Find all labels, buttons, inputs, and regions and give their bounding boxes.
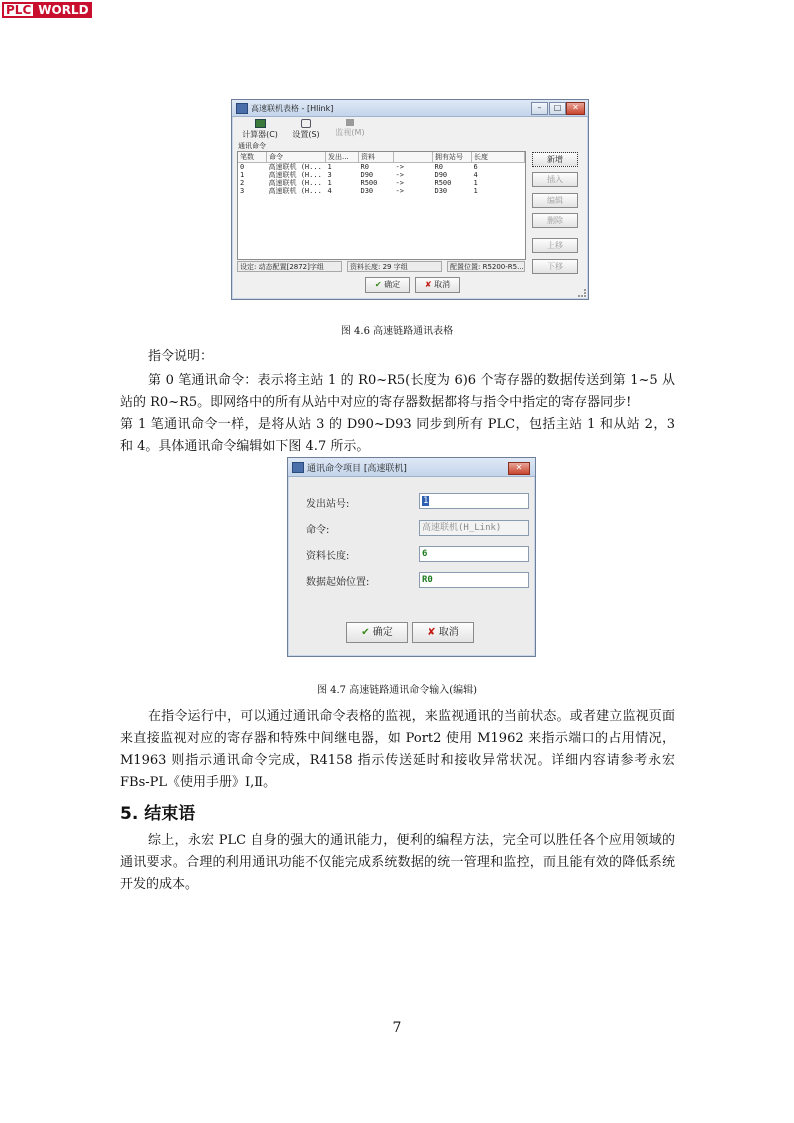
status-position: 配置位置: R5200-R5... <box>447 261 525 272</box>
table-row[interactable] <box>238 187 525 195</box>
calculator-icon <box>255 119 266 128</box>
section-heading: 5. 结束语 <box>120 804 196 824</box>
resize-grip-icon[interactable] <box>578 289 586 297</box>
close-button[interactable]: ✕ <box>566 102 585 115</box>
start-position-label: 数据起始位置: <box>306 577 370 588</box>
minimize-button[interactable]: – <box>531 102 548 115</box>
cell: 高速联机 (H... <box>268 187 322 195</box>
toolbar <box>238 118 388 140</box>
cell: -> <box>395 163 404 171</box>
cell: R0 <box>434 163 443 171</box>
figure-caption-4-6: 图 4.6 高速链路通讯表格 <box>340 326 454 337</box>
toolbar-monitor[interactable] <box>332 118 368 138</box>
cell: R500 <box>360 179 378 187</box>
check-icon: ✔ <box>361 627 370 638</box>
col-command[interactable]: 命令 <box>267 152 326 163</box>
sender-station-label: 发出站号: <box>306 499 350 510</box>
settings-icon <box>301 119 311 128</box>
cell: 3 <box>240 187 245 195</box>
col-length[interactable]: 长度 <box>472 152 525 163</box>
cell: D90 <box>360 171 374 179</box>
cell: D90 <box>434 171 448 179</box>
paragraph: 第 1 笔通讯命令一样，是将从站 3 的 D90~D93 同步到所有 PLC，包括主站 1 和从站 2，3 和 4。具体通讯命令编辑如下图 4.7 所示。 <box>120 417 675 454</box>
cell: 1 <box>473 179 478 187</box>
col-sender[interactable]: 发出... <box>326 152 359 163</box>
close-button[interactable]: ✕ <box>508 462 530 475</box>
cell: 1 <box>473 187 478 195</box>
cross-icon: ✘ <box>427 627 436 638</box>
logo-world: WORLD <box>35 2 91 18</box>
col-data[interactable]: 资料 <box>359 152 394 163</box>
paragraph: 指令说明： <box>148 349 214 364</box>
edit-button[interactable]: 编辑 <box>532 193 578 208</box>
move-up-button[interactable]: 上移 <box>532 238 578 253</box>
cell: -> <box>395 187 404 195</box>
data-length-label: 资料长度: <box>306 551 350 562</box>
cell: 2 <box>240 179 245 187</box>
cell: 3 <box>327 171 332 179</box>
cell: 4 <box>473 171 478 179</box>
col-owner[interactable]: 拥有站号 <box>433 152 472 163</box>
toolbar-calculator[interactable] <box>238 118 282 140</box>
cancel-button[interactable] <box>415 277 460 293</box>
start-position-field[interactable]: R0 <box>419 572 529 588</box>
figure-caption-4-7: 图 4.7 高速链路通讯命令输入(编辑) <box>316 685 478 696</box>
cell: 高速联机 (H... <box>268 179 322 187</box>
paragraph: 第 0 笔通讯命令：表示将主站 1 的 R0~R5(长度为 6)6 个寄存器的数据传送到第 1~5 从站的 R0~R5。即网络中的所有从站中对应的寄存器数据都将与指令中指定的寄存器同步! <box>120 373 675 410</box>
cell: 1 <box>327 179 332 187</box>
cell: D30 <box>434 187 448 195</box>
command-label: 命令: <box>306 525 330 536</box>
paragraph: 在指令运行中，可以通过通讯命令表格的监视，来监视通讯的当前状态。或者建立监视页面来直接监视对应的寄存器和特殊中间继电器，如 Port2 使用 M1962 来指示端口的占用情况，M1963 则指示通讯命令完成，R4158 指示传送延时和接收异常状况。详细内容请参考永宏 FBs-PL《使用手册》Ⅰ,Ⅱ。 <box>120 709 675 790</box>
command-list[interactable] <box>237 151 526 260</box>
ok-label: 确定 <box>372 627 393 638</box>
cross-icon: ✘ <box>424 280 432 289</box>
cell: 高速联机 (H... <box>268 171 322 179</box>
data-length-field[interactable]: 6 <box>419 546 529 562</box>
toolbar-settings-label: 设置(S) <box>292 130 320 139</box>
toolbar-settings[interactable] <box>288 118 324 140</box>
ok-button[interactable] <box>346 622 408 643</box>
cell: 6 <box>473 163 478 171</box>
cell: D30 <box>360 187 374 195</box>
app-icon <box>236 103 248 114</box>
col-index[interactable]: 笔数 <box>238 152 267 163</box>
move-down-button[interactable]: 下移 <box>532 259 578 274</box>
command-field[interactable]: 高速联机(H_Link) <box>419 520 529 536</box>
cell: R500 <box>434 179 452 187</box>
window-title: 高速联机表格 - [Hlink] <box>251 103 334 113</box>
ok-button[interactable] <box>365 277 410 293</box>
toolbar-calculator-label: 计算器(C) <box>242 130 278 139</box>
col-arrow[interactable] <box>394 152 433 163</box>
toolbar-monitor-label: 监视(M) <box>335 128 365 137</box>
logo-plc: PLC <box>2 2 35 18</box>
cell: 1 <box>240 171 245 179</box>
sender-station-field[interactable] <box>419 493 529 509</box>
delete-button[interactable]: 删除 <box>532 213 578 228</box>
cancel-label: 取消 <box>434 280 451 289</box>
sender-station-value: 1 <box>423 496 429 506</box>
table-row[interactable] <box>238 179 525 187</box>
status-config: 设定: 动态配置[2872]字组 <box>237 261 342 272</box>
hlink-table-window <box>231 99 589 300</box>
cell: R0 <box>360 163 369 171</box>
table-header <box>238 152 525 163</box>
section-label: 通讯命令 <box>238 142 266 150</box>
cell: 0 <box>240 163 245 171</box>
maximize-button[interactable]: □ <box>549 102 566 115</box>
command-item-dialog <box>287 457 536 657</box>
table-row[interactable] <box>238 171 525 179</box>
dialog-title: 通讯命令项目 [高速联机] <box>307 463 407 474</box>
cell: -> <box>395 171 404 179</box>
ok-label: 确定 <box>384 280 401 289</box>
table-row[interactable] <box>238 163 525 172</box>
plcworld-logo <box>2 2 92 18</box>
cancel-button[interactable] <box>412 622 474 643</box>
cell: 4 <box>327 187 332 195</box>
check-icon: ✔ <box>374 280 382 289</box>
cell: -> <box>395 179 404 187</box>
page-number: 7 <box>392 1020 402 1036</box>
status-length: 资料长度: 29 字组 <box>347 261 442 272</box>
paragraph: 综上，永宏 PLC 自身的强大的通讯能力，便利的编程方法，完全可以胜任各个应用领域的通讯要求。合理的利用通讯功能不仅能完成系统数据的统一管理和监控，而且能有效的降低系统开发的成本。 <box>120 833 675 892</box>
cell: 高速联机 (H... <box>268 163 322 171</box>
app-icon <box>292 462 304 473</box>
cell: 1 <box>327 163 332 171</box>
dialog-titlebar <box>288 458 535 477</box>
cancel-label: 取消 <box>438 627 459 638</box>
monitor-icon <box>346 119 354 126</box>
insert-button[interactable]: 插入 <box>532 172 578 187</box>
new-button[interactable]: 新增 <box>532 152 578 167</box>
command-table <box>238 152 525 195</box>
